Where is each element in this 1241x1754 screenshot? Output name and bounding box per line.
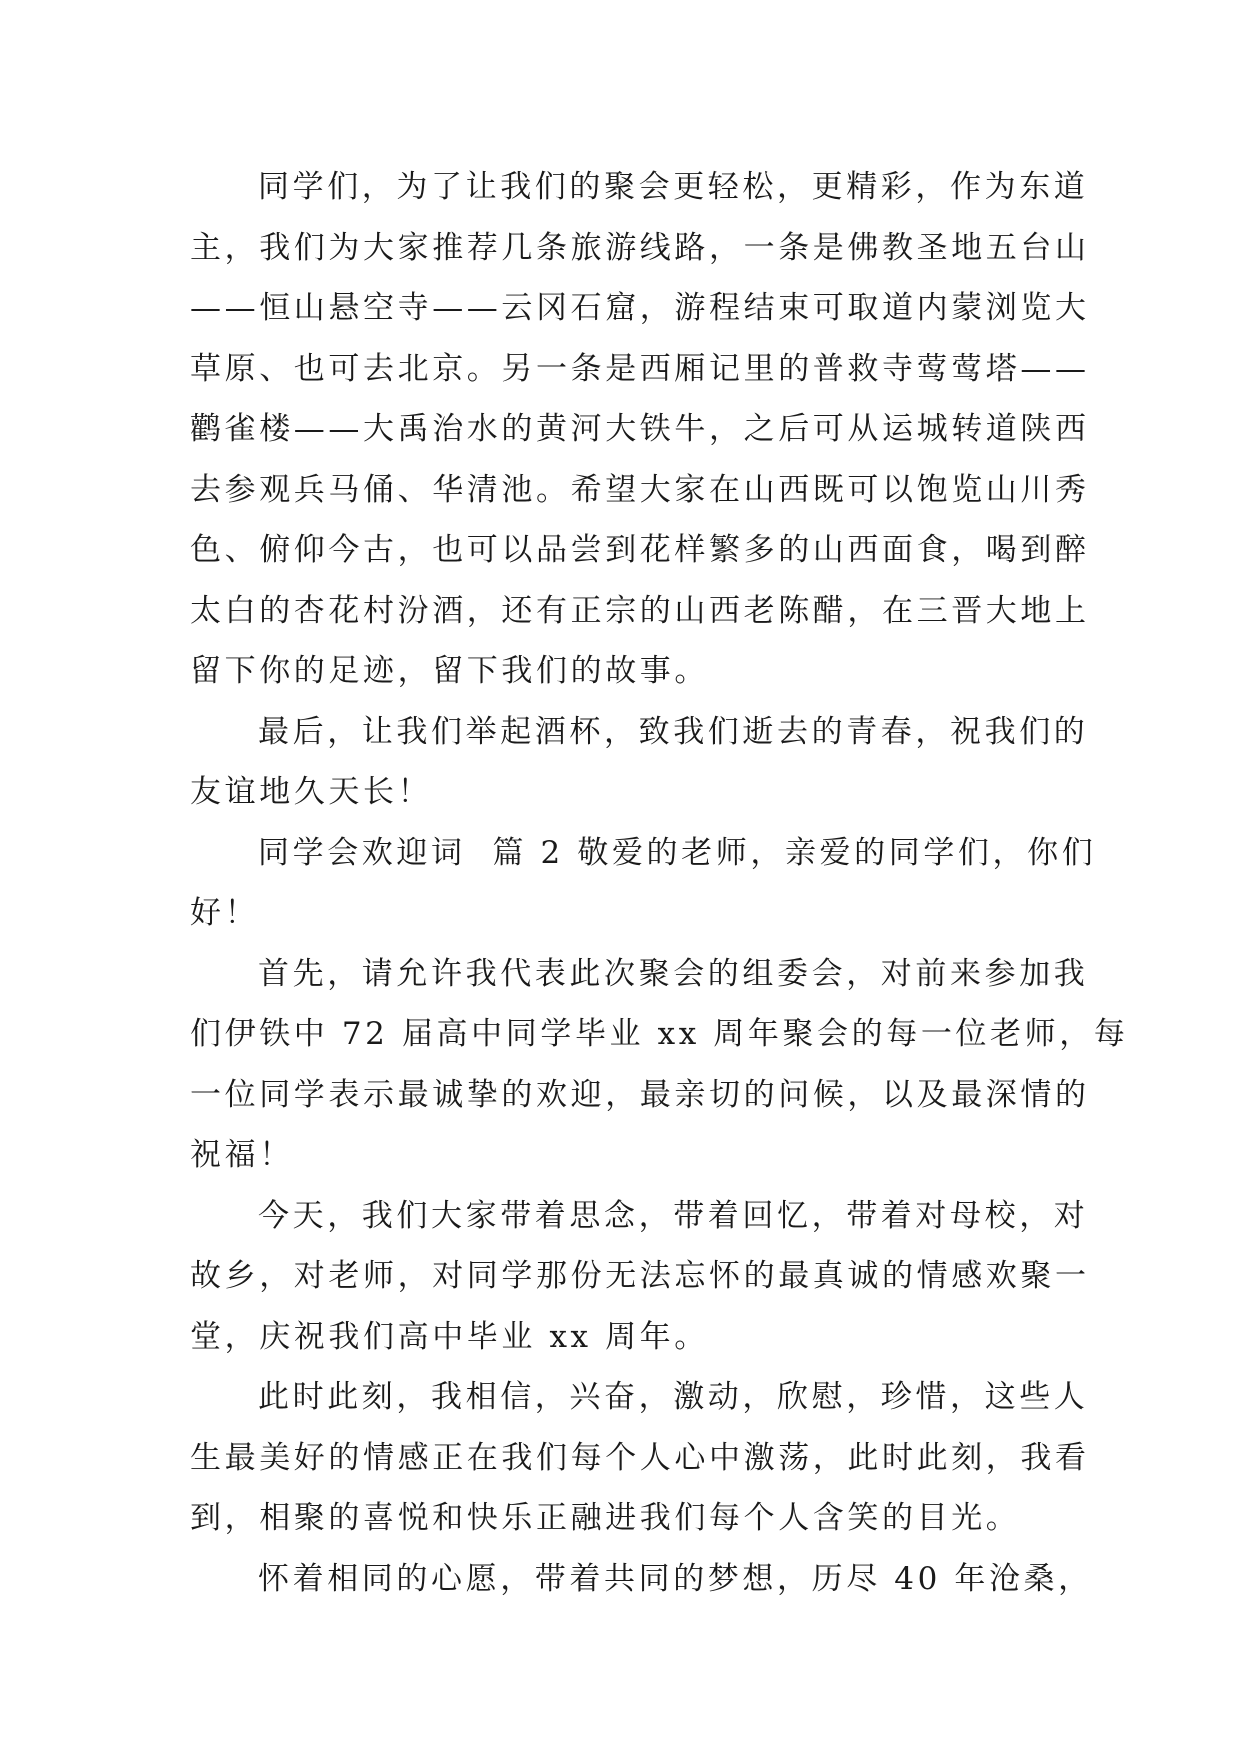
text-line: 色、俯仰今古，也可以品尝到花样繁多的山西面食，喝到醉 — [190, 532, 1090, 568]
text-line: 同学们，为了让我们的聚会更轻松，更精彩，作为东道 — [258, 169, 1089, 205]
text-line: 到，相聚的喜悦和快乐正融进我们每个人含笑的目光。 — [190, 1500, 1021, 1536]
text-line: 同学会欢迎词 篇 2 敬爱的老师，亲爱的同学们，你们 — [258, 834, 1097, 871]
text-line: 留下你的足迹，留下我们的故事。 — [190, 653, 709, 689]
text-line: 主，我们为大家推荐几条旅游线路，一条是佛教圣地五台山 — [190, 229, 1090, 266]
text-line: 此时此刻，我相信，兴奋，激动，欣慰，珍惜，这些人 — [258, 1379, 1089, 1415]
text-line: ——恒山悬空寺——云冈石窟，游程结束可取道内蒙浏览大 — [190, 290, 1090, 326]
text-line: 今天，我们大家带着思念，带着回忆，带着对母校，对 — [258, 1197, 1089, 1234]
text-line: 们伊铁中 72 届高中同学毕业 xx 周年聚会的每一位老师，每 — [190, 1016, 1129, 1052]
text-line: 去参观兵马俑、华清池。希望大家在山西既可以饱览山川秀 — [190, 471, 1090, 508]
text-line: 太白的杏花村汾酒，还有正宗的山西老陈醋，在三晋大地上 — [190, 592, 1090, 629]
text-line: 堂，庆祝我们高中毕业 xx 周年。 — [190, 1318, 709, 1355]
text-line: 祝福！ — [190, 1137, 294, 1173]
text-line: 首先，请允许我代表此次聚会的组委会，对前来参加我 — [258, 955, 1089, 992]
text-line: 怀着相同的心愿，带着共同的梦想，历尽 40 年沧桑， — [258, 1560, 1093, 1597]
text-line: 草原、也可去北京。另一条是西厢记里的普救寺莺莺塔—— — [190, 350, 1090, 387]
document-body — [190, 157, 1129, 1609]
text-line: 生最美好的情感正在我们每个人心中激荡，此时此刻，我看 — [190, 1439, 1090, 1476]
text-line: 友谊地久天长！ — [190, 774, 433, 810]
text-line: 好！ — [190, 895, 260, 931]
text-line: 一位同学表示最诚挚的欢迎，最亲切的问候，以及最深情的 — [190, 1076, 1090, 1113]
text-line: 最后，让我们举起酒杯，致我们逝去的青春，祝我们的 — [258, 713, 1089, 750]
text-line: 故乡，对老师，对同学那份无法忘怀的最真诚的情感欢聚一 — [190, 1258, 1090, 1294]
text-line: 鹳雀楼——大禹治水的黄河大铁牛，之后可从运城转道陕西 — [190, 411, 1090, 447]
